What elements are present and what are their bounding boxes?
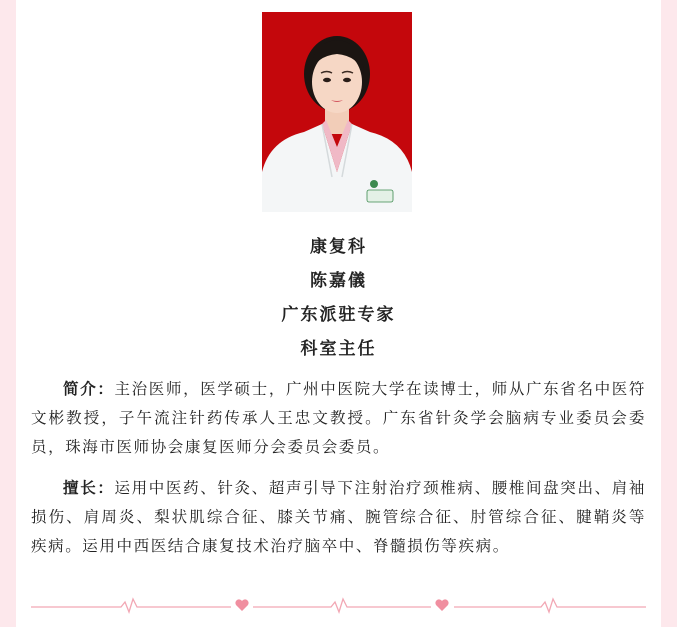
decorative-divider: [31, 594, 646, 618]
intro-paragraph: [31, 375, 646, 462]
specialty-paragraph: [31, 474, 646, 561]
heart-icon: [235, 599, 248, 611]
doctor-header: [16, 230, 661, 366]
heartbeat-line: [31, 599, 646, 612]
doctor-name: 陈嘉儀: [310, 271, 367, 291]
heart-icon: [435, 599, 448, 611]
doctor-photo: [262, 12, 412, 212]
specialty-text: 运用中医药、针灸、超声引导下注射治疗颈椎病、腰椎间盘突出、肩袖损伤、肩周炎、梨状肌综合征、膝关节痛、腕管综合征、肘管综合征、腱鞘炎等疾病。运用中西医结合康复技术治疗脑卒中、脊髓损伤等疾病。: [31, 479, 646, 555]
department-label: 康复科: [310, 237, 367, 257]
specialty-label: 擅长：: [63, 479, 115, 497]
designation-label: 广东派驻专家: [281, 305, 396, 325]
intro-label: 简介：: [63, 380, 115, 398]
profile-card: [16, 0, 661, 627]
position-label: 科室主任: [300, 339, 377, 359]
intro-text: 主治医师，医学硕士，广州中医院大学在读博士，师从广东省名中医符文彬教授，子午流注针药传承人王忠文教授。广东省针灸学会脑病专业委员会委员，珠海市医师协会康复医师分会委员会委员。: [31, 380, 646, 456]
